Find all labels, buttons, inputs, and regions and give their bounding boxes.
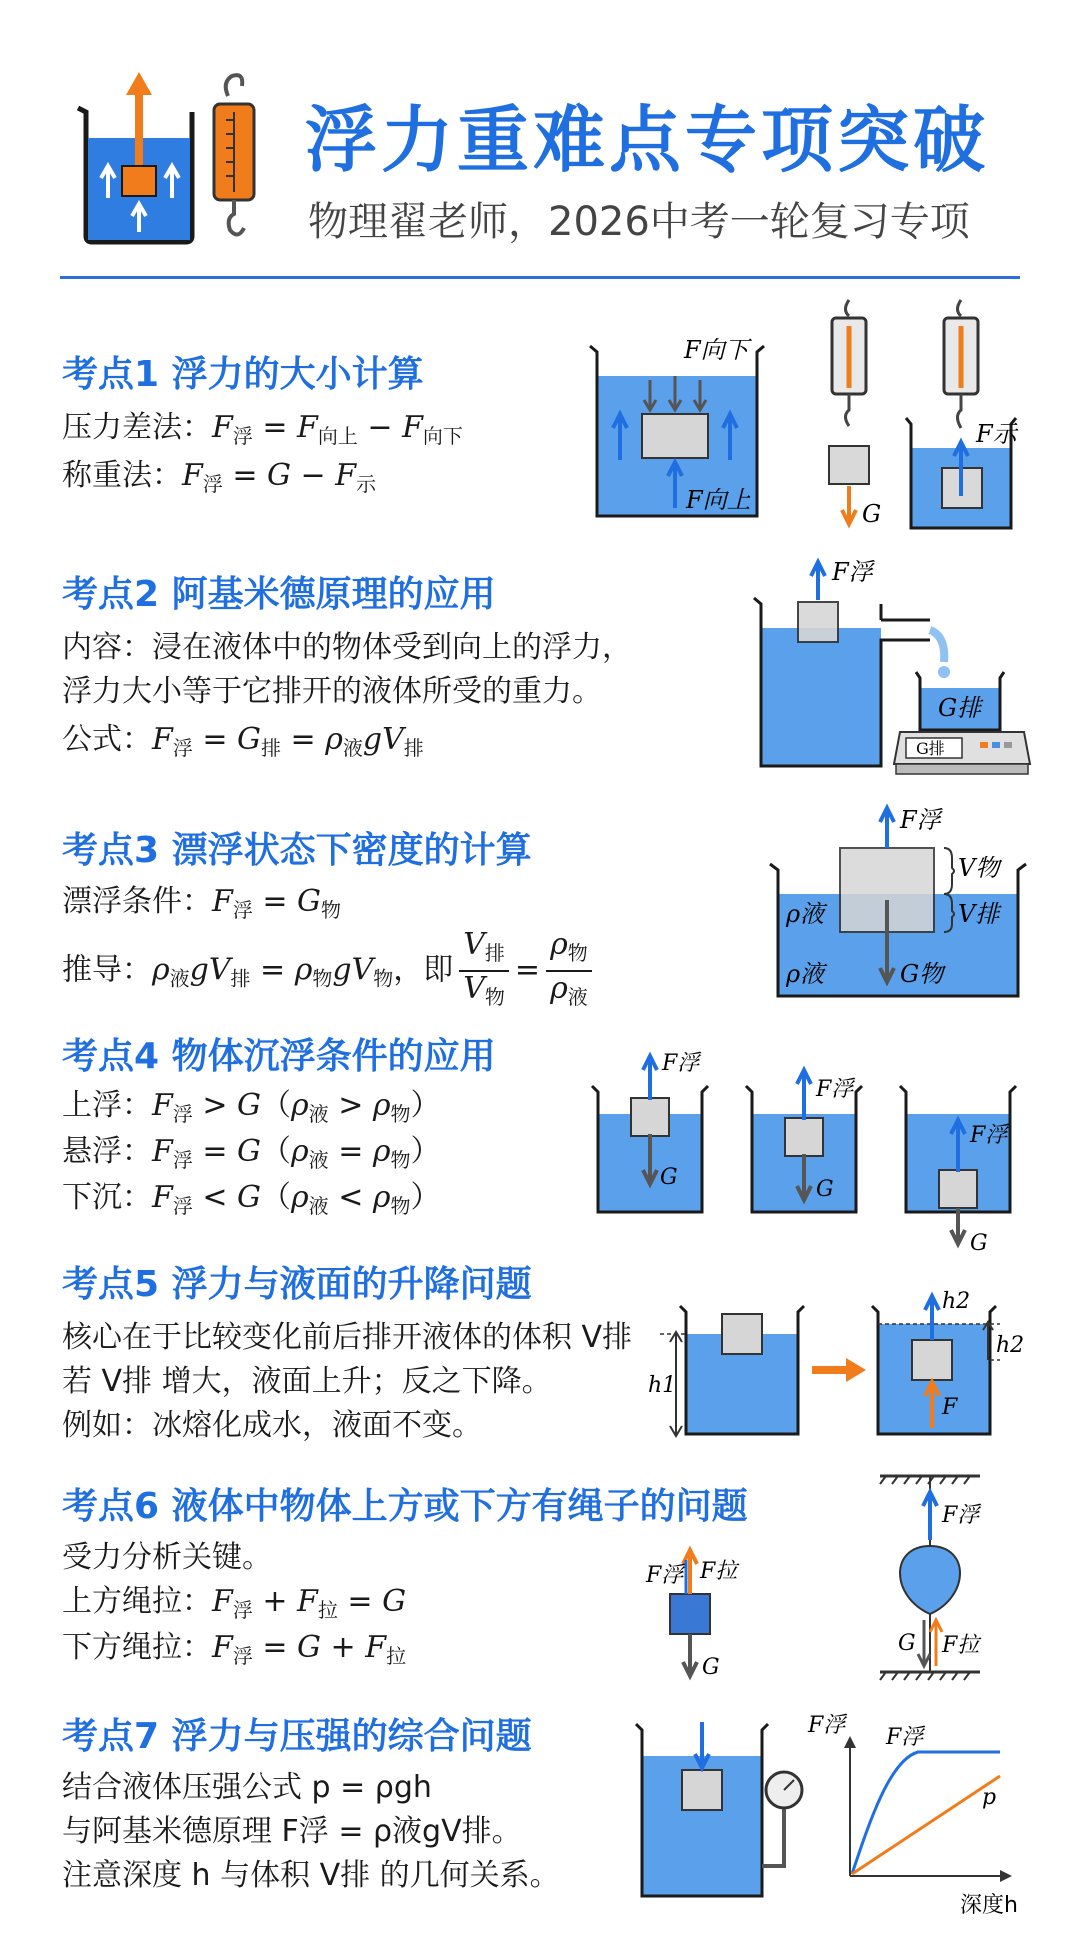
sec3-line1: 漂浮条件：$F_浮 = G_物$ xyxy=(62,884,342,922)
sec7-fig-curve: F浮 xyxy=(886,1725,924,1750)
sec2-line3: 公式：$F_浮 = G_排 = \rho_液gV_排$ xyxy=(62,722,424,760)
sec1-fig-fshow: F示 xyxy=(976,420,1017,448)
sec1-fig-g: G xyxy=(862,500,882,528)
sec1-fig-fdown: F向下 xyxy=(684,336,749,364)
sec3-heading: 考点3 漂浮状态下密度的计算 xyxy=(62,830,532,871)
sec4-fig-f2: F浮 xyxy=(816,1077,854,1102)
sec5-fig-h1: h1 xyxy=(648,1373,677,1398)
sec6-heading: 考点6 液体中物体上方或下方有绳子的问题 xyxy=(62,1486,748,1527)
sec6-fig-ffloat1: F浮 xyxy=(646,1563,684,1588)
sec1-line1: 压力差法：$F_浮 = F_{向上} - F_{向下}$ xyxy=(62,410,463,448)
sec3-fig-vdrain: V排 xyxy=(958,900,1000,928)
sec6-line1: 受力分析关键。 xyxy=(62,1540,272,1575)
sec7-line1: 结合液体压强公式 p = ρgh xyxy=(62,1770,432,1805)
sec1-fig-fup: F向上 xyxy=(686,486,751,514)
page-subtitle: 物理翟老师，2026中考一轮复习专项 xyxy=(308,199,970,245)
sec3-fig-gobj: G物 xyxy=(900,960,944,988)
sec2-fig-display: G排 xyxy=(916,739,945,758)
sec5-fig-f: F xyxy=(942,1395,958,1420)
sec6-fig-g2: G xyxy=(898,1631,916,1656)
sec7-fig-line: p xyxy=(982,1785,997,1810)
sec1-heading: 考点1 浮力的大小计算 xyxy=(62,354,424,395)
sec6-fig-fpull1: F拉 xyxy=(700,1559,738,1584)
sec3-fig-rho1: ρ液 xyxy=(786,900,825,928)
sec6-line2: 上方绳拉：$F_浮 + F_拉 = G$ xyxy=(62,1584,407,1622)
sec4-line3: 下沉：$F_浮 < G(\rho_液 < \rho_物)$ xyxy=(62,1180,441,1218)
sec6-fig-fpull2: F拉 xyxy=(942,1633,980,1658)
sec2-line1: 内容：浸在液体中的物体受到向上的浮力， xyxy=(62,630,632,665)
sec7-fig-yaxis: F浮 xyxy=(808,1713,846,1738)
sec2-fig-ffloat: F浮 xyxy=(832,558,873,586)
sec4-fig-g2: G xyxy=(816,1177,834,1202)
sec7-line2: 与阿基米德原理 F浮 = ρ液gV排。 xyxy=(62,1814,522,1849)
sec6-fig-g1: G xyxy=(702,1655,720,1680)
sec3-line2: 推导：$\rho_液gV_排 = \rho_物gV_物$，即 $\frac{V_排}{V_物}$ = $\frac{\rho_物}{\rho_液}$ xyxy=(62,928,598,1014)
sec3-fig-rho2: ρ液 xyxy=(786,960,825,988)
sec5-line2: 若 V排 增大，液面上升；反之下降。 xyxy=(62,1364,552,1399)
sec5-fig-h2a: h2 xyxy=(942,1289,971,1314)
sec4-fig-g1: G xyxy=(660,1165,678,1190)
sec1-line2: 称重法：$F_浮 = G - F_示$ xyxy=(62,458,377,496)
sec4-heading: 考点4 物体沉浮条件的应用 xyxy=(62,1036,496,1077)
sec2-fig-gdrain: G排 xyxy=(938,694,982,722)
page-title: 浮力重难点专项突破 xyxy=(305,98,990,182)
sec4-fig-f3: F浮 xyxy=(970,1123,1008,1148)
sec4-fig-f1: F浮 xyxy=(662,1051,700,1076)
sec5-heading: 考点5 浮力与液面的升降问题 xyxy=(62,1264,532,1305)
sec2-line2: 浮力大小等于它排开的液体所受的重力。 xyxy=(62,674,602,709)
sec4-line2: 悬浮：$F_浮 = G(\rho_液 = \rho_物)$ xyxy=(62,1134,441,1172)
sec4-fig-g3: G xyxy=(970,1231,988,1256)
sec3-fig-ffloat: F浮 xyxy=(900,806,941,834)
sec6-fig-ffloat2: F浮 xyxy=(942,1503,980,1528)
sec7-line3: 注意深度 h 与体积 V排 的几何关系。 xyxy=(62,1858,560,1893)
sec7-heading: 考点7 浮力与压强的综合问题 xyxy=(62,1716,532,1757)
sec2-heading: 考点2 阿基米德原理的应用 xyxy=(62,574,496,615)
sec3-fig-vobj: V物 xyxy=(958,854,1000,882)
sec5-fig-h2b: h2 xyxy=(996,1333,1025,1358)
sec6-line3: 下方绳拉：$F_浮 = G + F_拉$ xyxy=(62,1630,407,1668)
sec7-fig-xaxis: 深度h xyxy=(960,1893,1018,1918)
sec5-line3: 例如：冰熔化成水，液面不变。 xyxy=(62,1408,482,1443)
sec4-line1: 上浮：$F_浮 > G(\rho_液 > \rho_物)$ xyxy=(62,1088,441,1126)
sec5-line1: 核心在于比较变化前后排开液体的体积 V排 xyxy=(62,1320,633,1355)
